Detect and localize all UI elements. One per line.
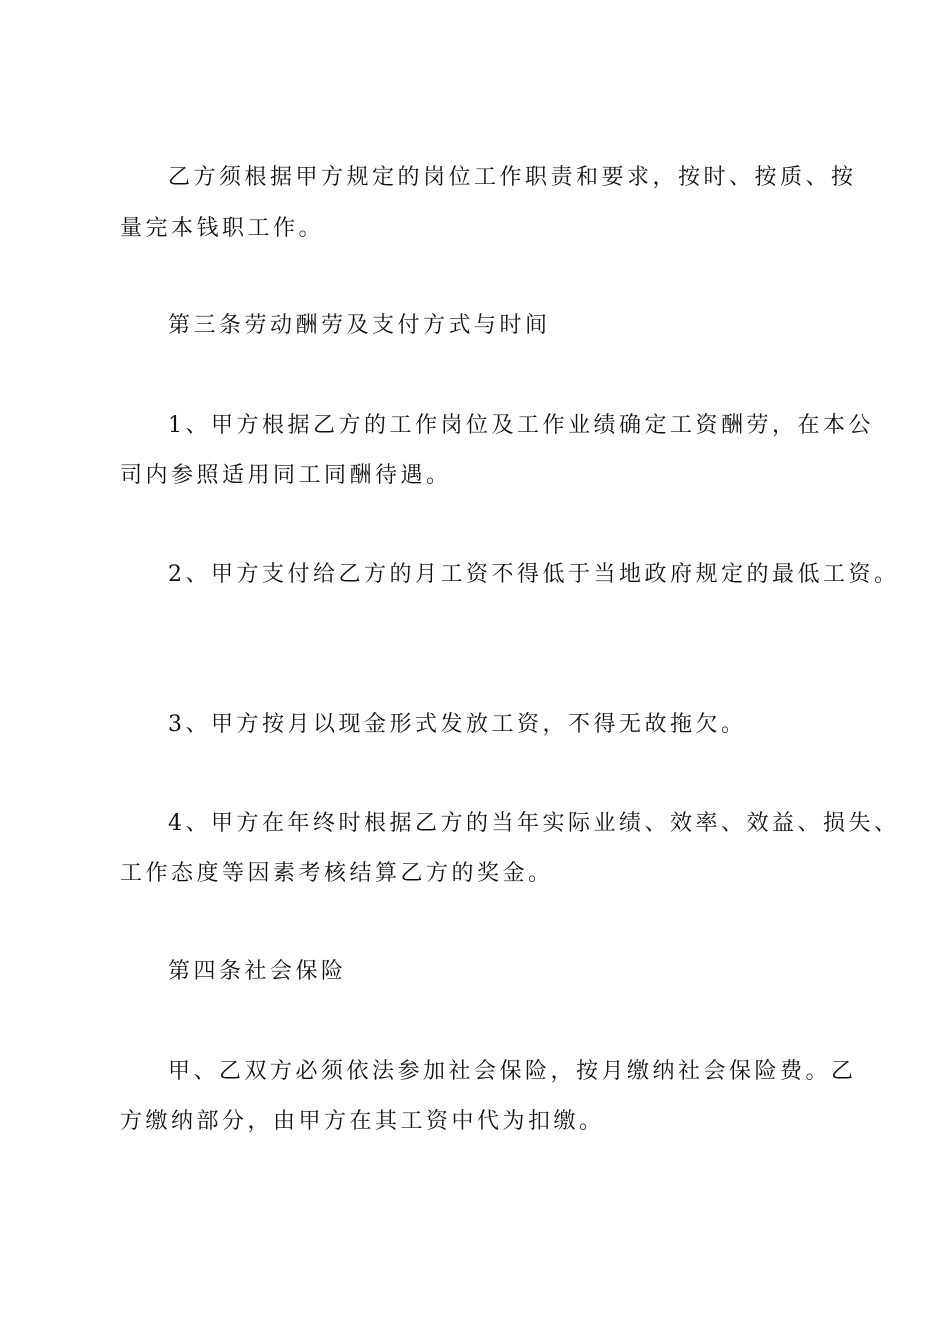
clause-3-4-line-2: 工作态度等因素考核结算乙方的奖金。 [120,861,554,886]
paragraph-duties-line-2: 量完本钱职工作。 [120,216,325,241]
clause-3-1-line-2: 司内参照适用同工同酬待遇。 [120,463,452,488]
clause-3-4-line-1: 4、甲方在年终时根据乙方的当年实际业绩、效率、效益、损失、 [168,811,900,836]
paragraph-insurance-line-1: 甲、乙双方必须依法参加社会保险，按月缴纳社会保险费。乙 [168,1059,857,1084]
clause-3-1-line-1: 1、甲方根据乙方的工作岗位及工作业绩确定工资酬劳，在本公 [168,413,874,438]
article-4-heading: 第四条社会保险 [168,959,347,984]
paragraph-insurance-line-2: 方缴纳部分，由甲方在其工资中代为扣缴。 [120,1109,605,1134]
clause-3-3: 3、甲方按月以现金形式发放工资，不得无故拖欠。 [168,712,747,737]
article-3-heading: 第三条劳动酬劳及支付方式与时间 [168,313,551,338]
clause-3-2: 2、甲方支付给乙方的月工资不得低于当地政府规定的最低工资。 [168,562,900,587]
paragraph-duties-line-1: 乙方须根据甲方规定的岗位工作职责和要求，按时、按质、按 [168,165,857,190]
